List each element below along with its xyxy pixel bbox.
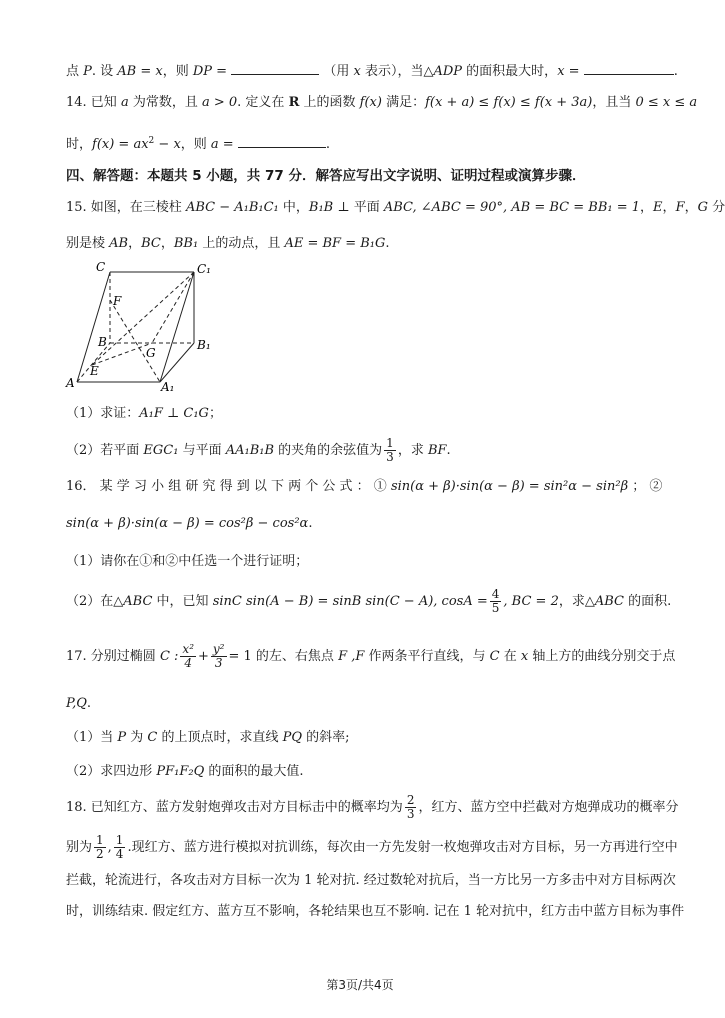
text: .	[673, 64, 678, 79]
math: ABC	[594, 594, 624, 609]
q18-line4: 时，训练结束. 假定红方、蓝方互不影响，各轮结果也互不影响. 记在 1 轮对抗中，红方击中蓝方目标为事件	[66, 904, 685, 919]
math: C	[489, 649, 500, 664]
q18-line2	[66, 832, 678, 864]
q15-line1	[66, 199, 725, 217]
fraction: $\frac{2}{3}$	[406, 793, 415, 821]
math: R	[288, 95, 300, 110]
text: .	[308, 516, 313, 531]
math: C	[147, 730, 158, 745]
text: .现红方、蓝方进行模拟对抗训练，每次由一方先发射一枚炮弹攻击对方目标，另一方再进行空中	[127, 840, 678, 855]
text: 上的函数	[299, 95, 360, 110]
text: ； ②	[632, 479, 663, 494]
math: − x	[154, 137, 181, 152]
q13-tail-line	[66, 60, 678, 81]
text: . 定义在	[237, 95, 289, 110]
text: 15. 如图，在三棱柱	[66, 200, 186, 215]
math: f(x)	[359, 95, 382, 110]
text: 为	[126, 730, 148, 745]
text: ，求△	[558, 594, 595, 609]
q17-part1	[66, 729, 654, 747]
text: 14. 已知	[66, 95, 121, 110]
text: ,	[107, 840, 112, 855]
math: sin(α + β)·sin(α − β) = cos²β − cos²α	[66, 516, 309, 531]
label-b1: B₁	[197, 338, 211, 352]
math: sinC sin(A − B) = sinB sin(C − A), cosA =	[212, 594, 488, 609]
text: （1）求证：	[66, 406, 140, 421]
label-a1: A₁	[161, 380, 175, 394]
text: 18. 已知红方、蓝方发射炮弹攻击对方目标击中的概率均为	[66, 800, 403, 815]
text: 作两条平行直线，与	[364, 649, 490, 664]
edge-c1-a1	[160, 272, 194, 382]
text: ，	[662, 200, 676, 215]
text: （2）在△	[66, 594, 124, 609]
text: ，	[160, 236, 174, 251]
math: f(x + a) ≤ f(x) ≤ f(x + 3a)	[425, 95, 593, 110]
fraction: $\frac{1}{2}$	[96, 833, 104, 861]
text: 的面积最大时，	[462, 64, 558, 79]
text: ，	[640, 200, 654, 215]
q15-part1	[66, 405, 654, 423]
math: f(x) = ax	[92, 137, 149, 152]
text: ；	[208, 406, 222, 421]
math: AE = BF = B₁G	[284, 236, 386, 251]
fraction: $\frac{1}{3}$	[386, 436, 394, 464]
text: 中，已知	[152, 594, 213, 609]
math: PF₁F₂Q	[156, 764, 205, 779]
math: G	[697, 200, 708, 215]
q15-part2	[66, 436, 654, 466]
fraction: $\frac{1}{4}$	[115, 833, 124, 861]
math: B₁B ⊥	[308, 200, 350, 215]
text: ，	[128, 236, 142, 251]
math: EGC₁	[143, 443, 179, 458]
math: ABC	[123, 594, 153, 609]
text: 分	[708, 200, 725, 215]
text: .	[325, 137, 330, 152]
text: . 设	[91, 64, 118, 79]
q16-line2	[66, 515, 654, 533]
text: ，则	[162, 64, 193, 79]
math: E	[653, 200, 663, 215]
q17-line2	[66, 695, 654, 713]
q14-line1	[66, 94, 698, 112]
text: （1）当	[66, 730, 118, 745]
text: 轴上方的曲线分别交于点	[528, 649, 676, 664]
q16-line1	[66, 478, 663, 496]
math: +	[198, 649, 209, 664]
q17-line1	[66, 641, 676, 673]
math: P,Q	[66, 696, 87, 711]
label-c1: C₁	[197, 262, 211, 276]
text: 中，	[278, 200, 309, 215]
label-f: F	[113, 294, 122, 308]
math: C :	[159, 649, 179, 664]
math: a =	[210, 137, 234, 152]
section-heading: 四、解答题：本题共 5 小题，共 77 分．解答应写出文字说明、证明过程或演算步骤．	[66, 168, 586, 184]
text: ，且当	[592, 95, 636, 110]
text: .	[385, 236, 390, 251]
math: F ,F	[338, 649, 365, 664]
text: 表示），当△	[360, 64, 434, 79]
math: BF	[427, 443, 447, 458]
text: 16． 某 学 习 小 组 研 究 得 到 以 下 两 个 公 式 ： ①	[66, 479, 387, 494]
text: 时，	[66, 137, 93, 152]
answer-blank	[238, 133, 326, 148]
text: （用	[323, 64, 354, 79]
q18-line3: 拦截，轮流进行，各攻击对方目标一次为 1 轮对抗. 经过数轮对抗后，当一方比另一方多击中对方目标两次	[66, 873, 676, 888]
fraction: $\frac{\text{x²}}{4}$	[182, 642, 194, 670]
label-a: A	[66, 376, 75, 390]
math: BC	[141, 236, 161, 251]
math: = 1	[228, 649, 252, 664]
math: P	[83, 64, 92, 79]
text: 别为	[66, 840, 93, 855]
math: x	[353, 64, 361, 79]
segment-c1-e	[92, 272, 194, 365]
math: F	[675, 200, 685, 215]
fraction: $\frac{\text{y²}}{3}$	[212, 642, 225, 670]
text: .	[446, 443, 451, 458]
answer-blank	[584, 60, 674, 75]
text: （2）若平面	[66, 443, 144, 458]
text: ，红方、蓝方空中拦截对方炮弹成功的概率分	[418, 800, 679, 815]
text: 的面积.	[623, 594, 672, 609]
q17-part2	[66, 763, 654, 781]
edge-a1-b1	[160, 343, 194, 382]
math: P	[117, 730, 127, 745]
text: 平面	[349, 200, 384, 215]
text: 与平面	[178, 443, 226, 458]
math: 2	[148, 136, 155, 146]
prism-figure	[62, 260, 222, 395]
segment-c1-g	[152, 272, 194, 343]
label-c: C	[96, 260, 106, 274]
math: AB = x	[117, 64, 163, 79]
math: ABC − A₁B₁C₁	[185, 200, 279, 215]
answer-blank	[231, 60, 319, 75]
math: x =	[557, 64, 580, 79]
math: 0 ≤ x ≤ a	[635, 95, 698, 110]
q16-part2	[66, 587, 672, 617]
math: BB₁	[173, 236, 199, 251]
math: a	[120, 95, 129, 110]
text: 别是棱	[66, 236, 110, 251]
math: x	[520, 649, 529, 664]
text: ，求	[397, 443, 428, 458]
text: 的上顶点时，求直线	[157, 730, 283, 745]
q18-line1	[66, 792, 679, 824]
text: 在	[499, 649, 521, 664]
math: PQ	[282, 730, 303, 745]
math: ABC, ∠ABC = 90°, AB = BC = BB₁ = 1	[383, 200, 641, 215]
text: .	[86, 696, 92, 711]
q14-line2	[66, 132, 654, 154]
math: A₁F ⊥ C₁G	[139, 406, 209, 421]
math: , BC = 2	[503, 594, 559, 609]
math: a > 0	[201, 95, 238, 110]
segment-f-a1	[110, 300, 160, 382]
text: 的夹角的余弦值为	[274, 443, 383, 458]
label-g: G	[146, 346, 156, 360]
text: ，则	[180, 137, 211, 152]
text: 上的动点，且	[198, 236, 285, 251]
math: AA₁B₁B	[225, 443, 275, 458]
text: 的斜率;	[302, 730, 350, 745]
text: 17. 分别过椭圆	[66, 649, 160, 664]
fraction: $\frac{4}{5}$	[491, 587, 500, 615]
math: ADP	[433, 64, 463, 79]
math: AB	[109, 236, 129, 251]
text: 的面积的最大值.	[204, 764, 304, 779]
math: DP =	[192, 64, 228, 79]
text: 满足：	[381, 95, 426, 110]
q15-line2	[66, 235, 654, 253]
label-b: B	[98, 335, 107, 349]
text: 为常数，且	[128, 95, 202, 110]
label-e: E	[90, 364, 99, 378]
math: sin(α + β)·sin(α − β) = sin²α − sin²β	[390, 479, 629, 494]
page-number: 第3页/共4页	[326, 978, 394, 992]
text: 的左、右焦点	[251, 649, 339, 664]
text: ，	[684, 200, 698, 215]
text: 点	[66, 64, 84, 79]
text: （2）求四边形	[66, 764, 157, 779]
q16-part1: （1）请你在①和②中任选一个进行证明；	[66, 554, 309, 569]
